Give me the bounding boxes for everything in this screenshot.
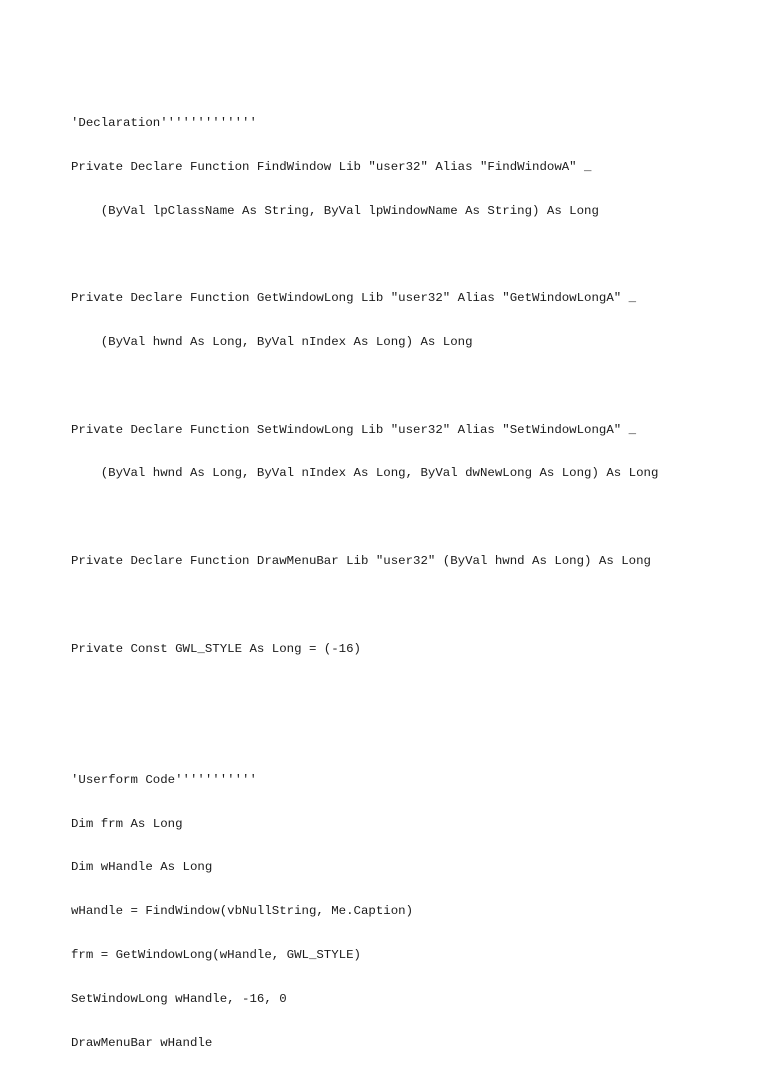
code-line: Dim frm As Long [71, 816, 183, 831]
code-line [71, 729, 751, 744]
code-line [71, 510, 751, 525]
code-block [71, 87, 751, 1079]
code-line: SetWindowLong wHandle, -16, 0 [71, 991, 287, 1006]
code-line [71, 598, 751, 613]
code-line [71, 248, 751, 263]
code-line [71, 379, 751, 394]
code-line: frm = GetWindowLong(wHandle, GWL_STYLE) [71, 948, 361, 963]
code-line: Private Const GWL_STYLE As Long = (-16) [71, 641, 361, 656]
code-line: Dim wHandle As Long [71, 860, 213, 875]
code-line [71, 685, 751, 700]
code-line: (ByVal lpClassName As String, ByVal lpWindowName As String) As Long [71, 203, 599, 218]
code-line: DrawMenuBar wHandle [71, 1035, 213, 1050]
code-line: (ByVal hwnd As Long, ByVal nIndex As Long, ByVal dwNewLong As Long) As Long [71, 466, 659, 481]
code-line: Private Declare Function GetWindowLong Lib "user32" Alias "GetWindowLongA" _ [71, 291, 637, 306]
code-line: 'Declaration''''''''''''' [71, 116, 257, 131]
code-line: wHandle = FindWindow(vbNullString, Me.Caption) [71, 904, 414, 919]
code-line: Private Declare Function DrawMenuBar Lib "user32" (ByVal hwnd As Long) As Long [71, 554, 651, 568]
code-line: Private Declare Function SetWindowLong Lib "user32" Alias "SetWindowLongA" _ [71, 422, 637, 437]
code-line: (ByVal hwnd As Long, ByVal nIndex As Long) As Long [71, 335, 473, 350]
code-line: 'Userform Code''''''''''' [71, 772, 257, 787]
code-line: Private Declare Function FindWindow Lib "user32" Alias "FindWindowA" _ [71, 159, 592, 174]
